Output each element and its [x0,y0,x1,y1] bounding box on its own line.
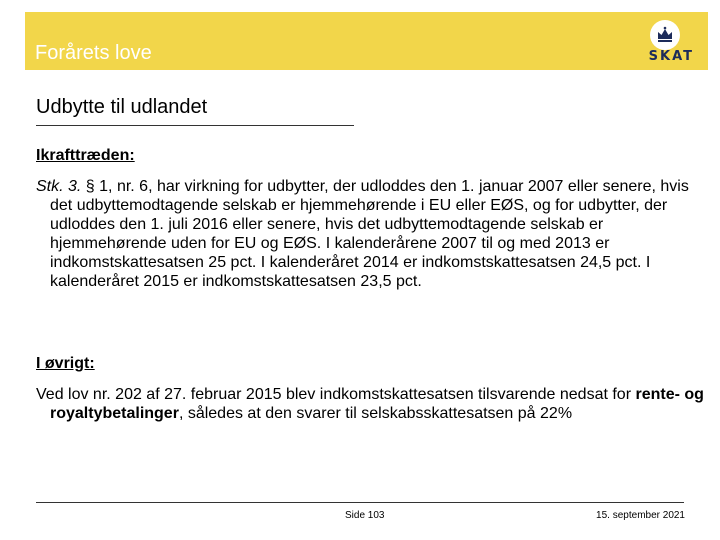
paragraph-text: Ved lov nr. 202 af 27. februar 2015 blev indkomstskattesatsen tilsvarende nedsat for [36,386,636,403]
page-title: Udbytte til udlandet [36,96,208,118]
paragraph-text: § 1, nr. 6, har virkning for udbytter, der udloddes den 1. januar 2007 eller senere, hvis det udbyttemodtagende selskab er hjemmehørende i EU eller EØS, og for udbytter, der udloddes den 1. juli 2016 eller senere, hvis det udbyttemodtagende selskab er hjemmehørende uden for EU og EØS. I kalenderårene 2007 til og med 2013 er indkomstskattesatsen 25 pct. I kalenderåret 2014 er indkomstskattesatsen 24,5 pct. I kalenderåret 2015 er indkomstskattesatsen 23,5 pct. [50,178,689,290]
title-divider [36,125,354,126]
paragraph-text: , således at den svarer til selskabsskattesatsen på 22% [178,405,573,422]
section-heading-i-oevrigt: I øvrigt: [36,355,95,372]
footer-divider [36,502,684,503]
section-heading-ikrafttraeden: Ikrafttræden: [36,147,135,164]
banner-title: Forårets love [35,42,152,64]
skat-logo [624,18,694,64]
paragraph-lead: Stk. 3. [36,178,82,195]
header-banner [25,12,708,70]
footer-page-number: Side 103 [345,510,385,521]
logo-wordmark: SKAT [648,49,694,64]
footer-date: 15. september 2021 [596,510,685,521]
section-paragraph-i-oevrigt [36,385,705,423]
crown-icon [650,20,680,50]
paragraph-bold: rente- og royaltybetalinger [50,386,704,422]
section-paragraph-ikrafttraeden [36,177,705,291]
